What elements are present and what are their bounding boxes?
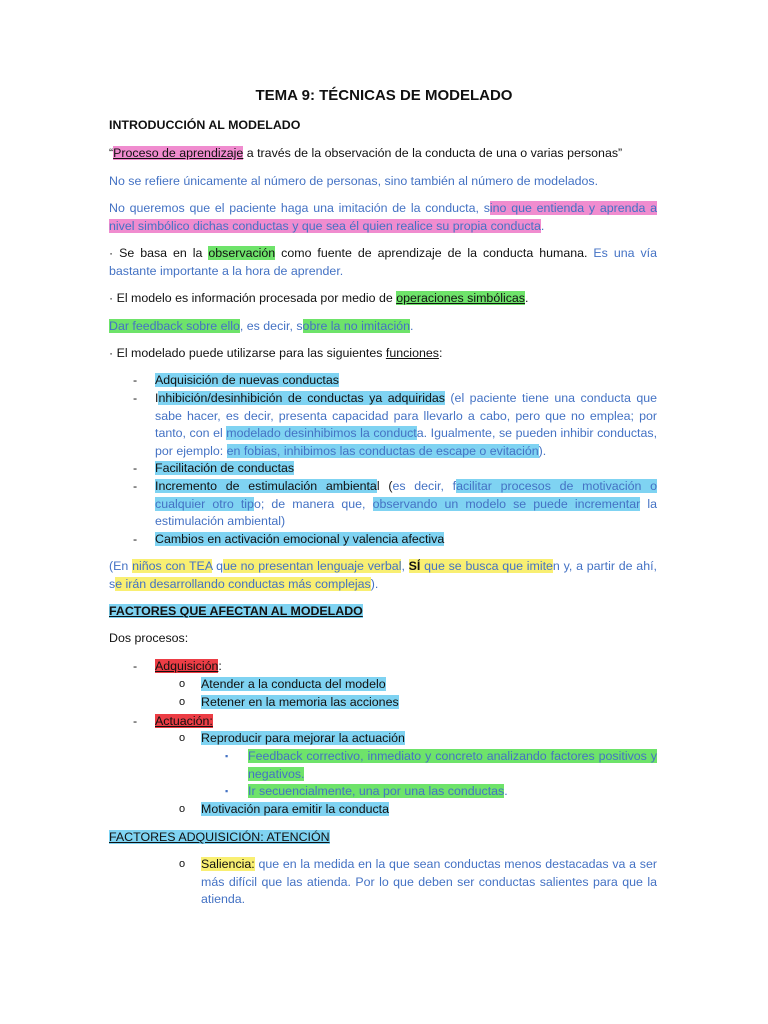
factores-heading: FACTORES QUE AFECTAN AL MODELADO xyxy=(109,604,363,618)
highlight-lenguaje: o presentan lenguaje verbal xyxy=(247,559,402,573)
circle-bullet: o xyxy=(179,678,186,690)
secuencial-end: . xyxy=(504,784,508,798)
highlight-fobias: en fobias, inhibimos las conductas de escape o evitación xyxy=(226,443,539,458)
subitem-retener xyxy=(201,694,657,712)
highlight-feedback: Dar feedback sobre ello xyxy=(109,319,240,333)
list-item-adquisicion xyxy=(155,658,657,676)
f4-blue-2: o; de manera que, xyxy=(253,496,373,511)
list-item-inhibicion xyxy=(155,390,657,460)
f4-a: l ( xyxy=(376,479,393,493)
subitem-reproducir xyxy=(201,730,657,748)
list-item-incremento xyxy=(155,478,657,531)
atencion-heading-block xyxy=(109,829,657,847)
dash-bullet: - xyxy=(133,479,138,493)
dash-bullet: - xyxy=(133,391,138,405)
subitem-atender xyxy=(201,676,657,694)
subsubitem-secuencial xyxy=(248,783,657,801)
simbolicas-a: · El modelo es información procesada por medio de xyxy=(109,291,397,305)
square-bullet: ▪ xyxy=(225,751,229,761)
adq-item-1: Atender a la conducta del modelo xyxy=(201,677,386,691)
subitem-saliencia xyxy=(201,856,657,909)
atencion-heading: FACTORES ADQUISICIÓN: ATENCIÓN xyxy=(109,830,330,844)
paragraph-funciones xyxy=(109,345,657,363)
tea-end: ). xyxy=(370,576,379,591)
funciones-end: : xyxy=(438,346,443,360)
document-title: TEMA 9: TÉCNICAS DE MODELADO xyxy=(255,87,513,104)
tea-a: (En xyxy=(109,559,133,573)
saliencia-text: que en la medida en la que sean conductas menos destacadas va a ser más difícil que las atienda. Por lo que deben ser conductas salientes para que la atienda. xyxy=(201,857,657,906)
dos-procesos: Dos procesos: xyxy=(109,631,189,645)
paragraph-simbolicas xyxy=(109,290,657,308)
highlight-motivacion: acilitar procesos de motivación o cualquier otro tip xyxy=(155,479,658,511)
circle-bullet: o xyxy=(179,803,186,815)
f4-blue-1: es decir, f xyxy=(392,479,457,493)
highlight-proceso: Proceso de aprendizaje xyxy=(113,146,244,160)
dash-bullet: - xyxy=(133,461,138,475)
dash-bullet: - xyxy=(133,532,138,546)
factores-heading-block xyxy=(109,603,657,621)
highlight-observando: observando un modelo se puede incrementar xyxy=(372,496,641,511)
feedback-mid: , es decir, s xyxy=(239,319,303,333)
highlight-secuencialmente: Ir secuencialmente, una por una las conductas xyxy=(248,784,505,798)
funciones-a: · El modelado puede utilizarse para las siguientes xyxy=(109,346,386,360)
paragraph-feedback xyxy=(109,318,657,336)
adquisicion-colon: : xyxy=(218,659,222,673)
quote-open: “ xyxy=(109,146,114,160)
highlight-entienda: ino que entienda y aprenda a nivel simbólico dichas conductas y que sea él quien realice su propia conducta xyxy=(109,201,657,233)
dash-bullet: - xyxy=(133,714,138,728)
f5-text: Cambios en activación emocional y valencia afectiva xyxy=(155,532,445,546)
observacion-a: · Se basa en la xyxy=(109,246,209,260)
quote-paragraph xyxy=(109,145,657,163)
subitem-motivacion xyxy=(201,801,657,819)
quote-rest: a través de la observación de la conducta de una o varias personas” xyxy=(243,146,623,160)
circle-bullet: o xyxy=(179,732,186,744)
f1-text: Adquisición de nuevas conductas xyxy=(155,373,339,387)
paragraph-observacion xyxy=(109,245,657,280)
adq-item-2: Retener en la memoria las acciones xyxy=(201,695,399,709)
dash-bullet: - xyxy=(133,373,138,387)
simbolicas-end: . xyxy=(525,291,529,305)
dash-bullet: - xyxy=(133,659,138,673)
highlight-saliencia: Saliencia: xyxy=(201,857,255,871)
circle-bullet: o xyxy=(179,696,186,708)
paragraph-modelados: No se refiere únicamente al número de personas, sino también al número de modelados. xyxy=(109,174,599,188)
list-item-actuacion xyxy=(155,713,657,731)
observacion-blue: Es una vía bastante importante a la hora de aprender. xyxy=(109,246,657,278)
f3-text: Facilitación de conductas xyxy=(155,461,295,475)
circle-bullet: o xyxy=(179,858,186,870)
subsubitem-feedback xyxy=(248,748,657,783)
highlight-si: SÍ xyxy=(408,559,421,573)
square-bullet: ▪ xyxy=(225,786,229,796)
f4-blue-3: la estimulación ambiental) xyxy=(155,496,657,528)
act-item-2: Motivación para emitir la conducta xyxy=(201,802,390,816)
tea-d: , xyxy=(401,559,409,573)
tea-e: n y, a partir de ahí, s xyxy=(109,559,657,591)
f2-blue-2: a. Igualmente, se pueden inhibir conductas, por ejemplo: xyxy=(155,426,658,458)
f2-blue-1: (el paciente tiene una conducta que sabe hacer, es decir, presenta capacidad para llevarlo a cabo, pero que no emplea; por tanto, con el xyxy=(155,391,657,440)
highlight-inhibicion: nhibición/desinhibición de conductas ya adquiridas xyxy=(158,391,445,405)
highlight-desinhibimos: modelado desinhibimos la conduct xyxy=(226,426,417,440)
highlight-simbolicas: operaciones simbólicas xyxy=(396,291,525,305)
feedback-end: . xyxy=(410,319,414,333)
highlight-observacion: observación xyxy=(208,246,276,260)
imitacion-end: . xyxy=(540,218,545,233)
imitacion-text: No queremos que el paciente haga una imitación de la conducta, s xyxy=(109,201,490,215)
highlight-incremento: Incremento de estimulación ambienta xyxy=(155,479,377,493)
f2-end: ). xyxy=(538,443,547,458)
act-item-1: Reproducir para mejorar la actuación xyxy=(201,731,405,745)
highlight-imite: que se busca que imite xyxy=(420,559,553,573)
paragraph-tea xyxy=(109,558,657,593)
f2-pre: I xyxy=(155,391,159,405)
list-item-cambios xyxy=(155,531,657,549)
list-item-adquisicion-nuevas xyxy=(155,372,657,390)
highlight-tea: niños con TEA xyxy=(132,559,213,573)
highlight-actuacion: Actuación: xyxy=(155,714,213,728)
intro-heading: INTRODUCCIÓN AL MODELADO xyxy=(109,118,301,132)
tea-c: ue n xyxy=(223,559,248,573)
list-item-facilitacion xyxy=(155,460,657,478)
funciones-underlined: funciones xyxy=(385,346,439,360)
highlight-complejas: e irán desarrollando conductas más complejas xyxy=(115,576,371,591)
highlight-no-imitacion: obre la no imitación xyxy=(302,319,410,333)
paragraph-imitacion xyxy=(109,200,657,235)
highlight-adquisicion: Adquisición xyxy=(155,659,219,673)
tea-b: q xyxy=(212,559,224,573)
observacion-b: como fuente de aprendizaje de la conducta humana. xyxy=(275,246,594,260)
highlight-feedback-correctivo: Feedback correctivo, inmediato y concreto analizando factores positivos y negativos. xyxy=(248,749,657,781)
